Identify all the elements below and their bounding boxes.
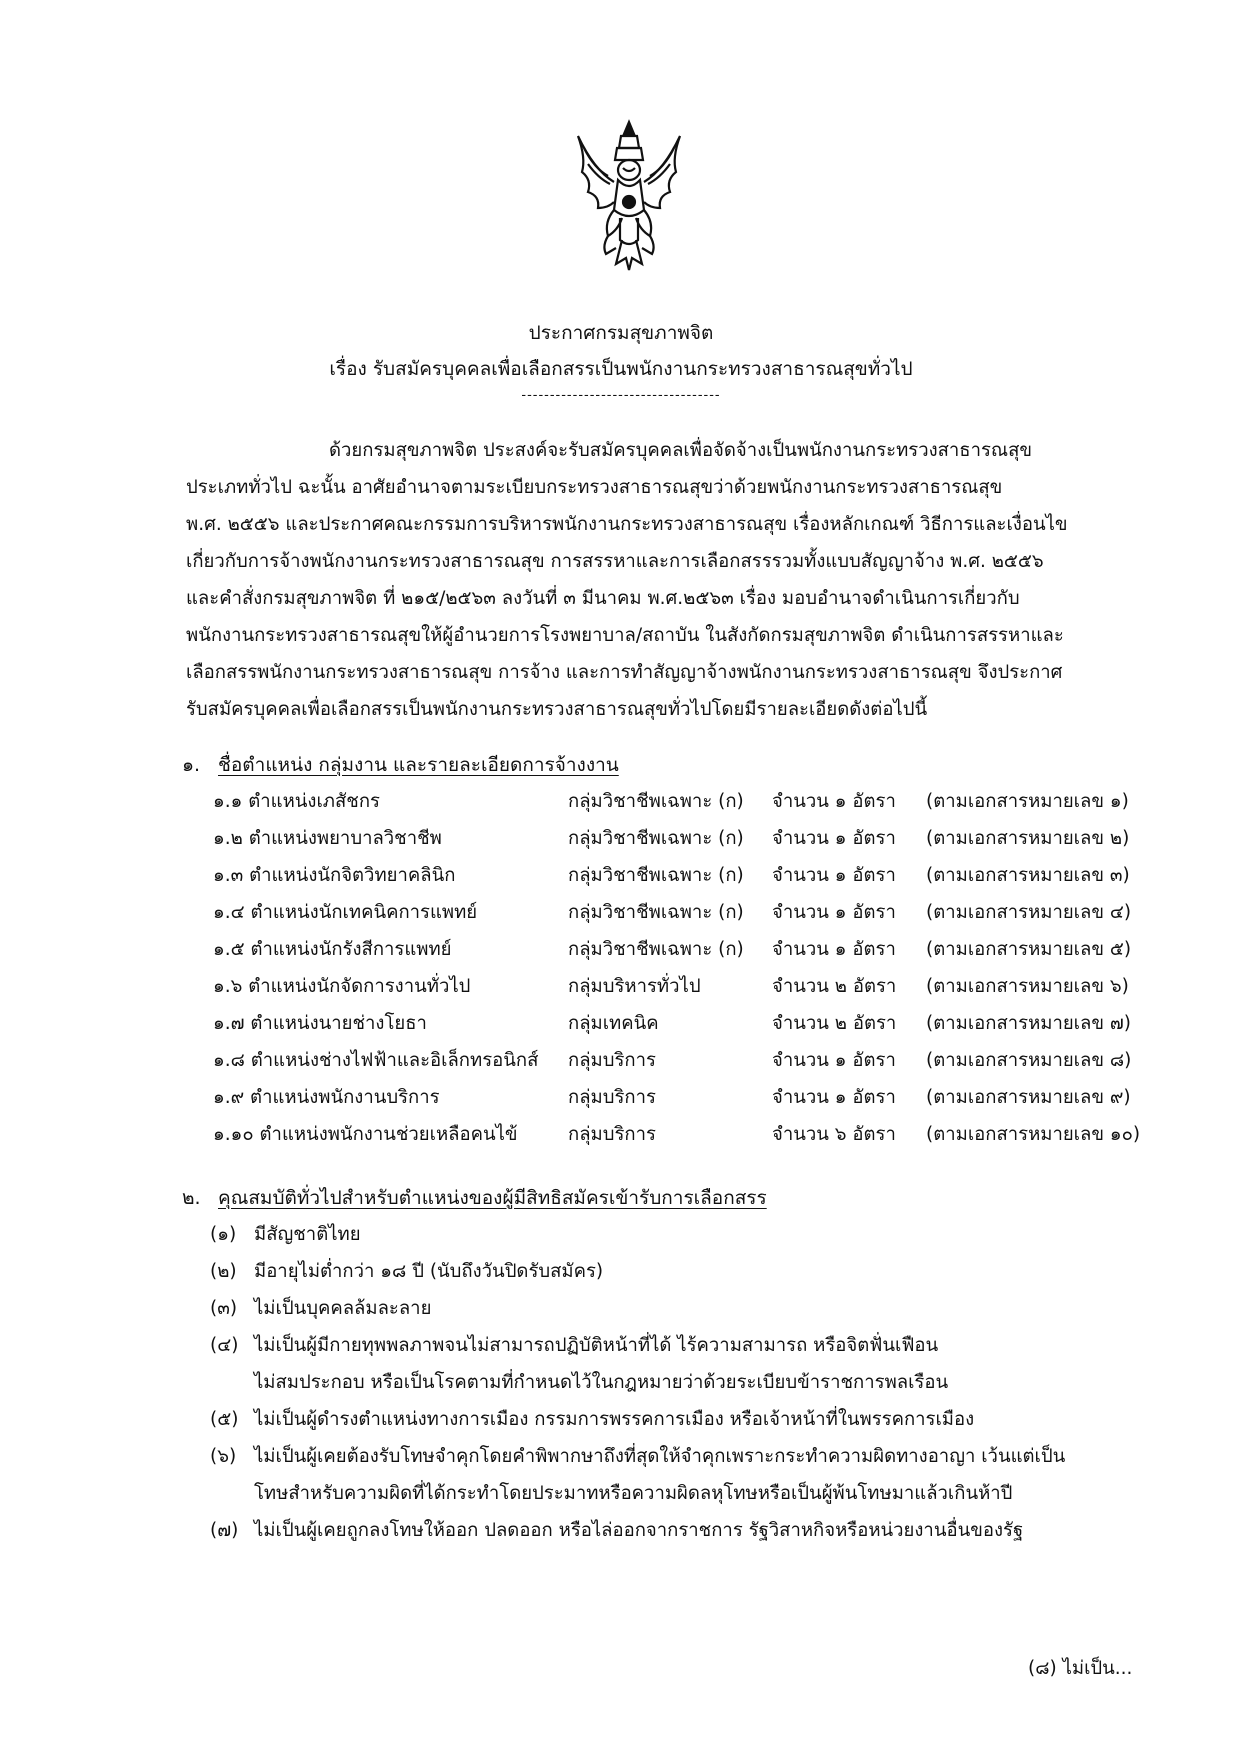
position-count: จำนวน ๒ อัตรา (772, 1013, 897, 1034)
qualification-text: มีอายุไม่ต่ำกว่า ๑๘ ปี (นับถึงวันปิดรับสมัคร) (254, 1261, 604, 1282)
qualification-text: มีสัญชาติไทย (254, 1224, 361, 1245)
position-doc-ref: (ตามเอกสารหมายเลข ๖) (926, 976, 1129, 997)
position-group: กลุ่มบริการ (568, 1050, 656, 1071)
qualification-number: (๗) (210, 1520, 239, 1541)
position-group: กลุ่มวิชาชีพเฉพาะ (ก) (568, 939, 744, 960)
section-1-heading (182, 750, 619, 780)
position-group: กลุ่มบริหารทั่วไป (568, 976, 701, 997)
position-name: ๑.๘ ตำแหน่งช่างไฟฟ้าและอิเล็กทรอนิกส์ (213, 1050, 539, 1071)
announcement-title: ประกาศกรมสุขภาพจิต (528, 322, 714, 344)
position-doc-ref: (ตามเอกสารหมายเลข ๓) (926, 865, 1130, 886)
position-name: ๑.๔ ตำแหน่งนักเทคนิคการแพทย์ (213, 902, 478, 923)
position-doc-ref: (ตามเอกสารหมายเลข ๑) (926, 791, 1129, 812)
intro-line: ด้วยกรมสุขภาพจิต ประสงค์จะรับสมัครบุคคลเพื่อจัดจ้างเป็นพนักงานกระทรวงสาธารณสุข (329, 440, 1033, 461)
position-row (0, 1009, 1242, 1039)
qualification-text: ไม่เป็นผู้เคยต้องรับโทษจำคุกโดยคำพิพากษาถึงที่สุดให้จำคุกเพราะกระทำความผิดทางอาญา เว้นแต่เป็น (254, 1446, 1066, 1467)
qualification-continuation: ไม่สมประกอบ หรือเป็นโรคตามที่กำหนดไว้ในกฎหมายว่าด้วยระเบียบข้าราชการพลเรือน (254, 1372, 949, 1393)
qualification-number: (๓) (210, 1298, 238, 1319)
position-row (0, 787, 1242, 817)
qualification-number: (๑) (210, 1224, 237, 1245)
position-doc-ref: (ตามเอกสารหมายเลข ๔) (926, 902, 1132, 923)
qualification-text: ไม่เป็นบุคคลล้มละลาย (254, 1298, 432, 1319)
position-doc-ref: (ตามเอกสารหมายเลข ๘) (926, 1050, 1132, 1071)
position-doc-ref: (ตามเอกสารหมายเลข ๙) (926, 1087, 1131, 1108)
position-count: จำนวน ๑ อัตรา (772, 902, 896, 923)
intro-line: รับสมัครบุคคลเพื่อเลือกสรรเป็นพนักงานกระทรวงสาธารณสุขทั่วไปโดยมีรายละเอียดดังต่อไปนี้ (186, 699, 928, 720)
qualification-text: ไม่เป็นผู้ดำรงตำแหน่งทางการเมือง กรรมการพรรคการเมือง หรือเจ้าหน้าที่ในพรรคการเมือง (254, 1409, 975, 1430)
position-name: ๑.๑ ตำแหน่งเภสัชกร (213, 791, 380, 812)
position-row (0, 972, 1242, 1002)
position-row (0, 1046, 1242, 1076)
position-name: ๑.๖ ตำแหน่งนักจัดการงานทั่วไป (213, 976, 471, 997)
position-doc-ref: (ตามเอกสารหมายเลข ๗) (926, 1013, 1131, 1034)
position-count: จำนวน ๑ อัตรา (772, 1050, 896, 1071)
intro-line: เกี่ยวกับการจ้างพนักงานกระทรวงสาธารณสุข การสรรหาและการเลือกสรรรวมทั้งแบบสัญญาจ้าง พ.ศ. ๒๕๕๖ (186, 551, 1044, 572)
continued-on-next-page: (๘) ไม่เป็น... (1028, 1658, 1133, 1679)
section-1-title: ชื่อตำแหน่ง กลุ่มงาน และรายละเอียดการจ้างงาน (218, 754, 619, 776)
position-row (0, 824, 1242, 854)
position-group: กลุ่มบริการ (568, 1087, 656, 1108)
position-name: ๑.๙ ตำแหน่งพนักงานบริการ (213, 1087, 440, 1108)
qualification-number: (๒) (210, 1261, 237, 1282)
position-count: จำนวน ๒ อัตรา (772, 976, 897, 997)
position-row (0, 1083, 1242, 1113)
qualification-continuation: โทษสำหรับความผิดที่ได้กระทำโดยประมาทหรือความผิดลหุโทษหรือเป็นผู้พ้นโทษมาแล้วเกินห้าปี (254, 1483, 1013, 1504)
qualification-number: (๕) (210, 1409, 239, 1430)
position-row (0, 935, 1242, 965)
intro-line: เลือกสรรพนักงานกระทรวงสาธารณสุข การจ้าง และการทำสัญญาจ้างพนักงานกระทรวงสาธารณสุข จึงประกาศ (186, 662, 1063, 683)
position-doc-ref: (ตามเอกสารหมายเลข ๕) (926, 939, 1132, 960)
intro-line: พ.ศ. ๒๕๕๖ และประกาศคณะกรรมการบริหารพนักงานกระทรวงสาธารณสุข เรื่องหลักเกณฑ์ วิธีการและเงื่อนไข (186, 514, 1068, 535)
position-count: จำนวน ๖ อัตรา (772, 1124, 896, 1145)
position-group: กลุ่มวิชาชีพเฉพาะ (ก) (568, 865, 744, 886)
position-group: กลุ่มวิชาชีพเฉพาะ (ก) (568, 791, 744, 812)
position-count: จำนวน ๑ อัตรา (772, 791, 896, 812)
position-doc-ref: (ตามเอกสารหมายเลข ๑๐) (926, 1124, 1141, 1145)
position-group: กลุ่มวิชาชีพเฉพาะ (ก) (568, 902, 744, 923)
position-group: กลุ่มวิชาชีพเฉพาะ (ก) (568, 828, 744, 849)
section-1-number: ๑. (182, 754, 201, 776)
announcement-subject: เรื่อง รับสมัครบุคคลเพื่อเลือกสรรเป็นพนักงานกระทรวงสาธารณสุขทั่วไป (329, 358, 913, 380)
position-name: ๑.๒ ตำแหน่งพยาบาลวิชาชีพ (213, 828, 442, 849)
position-row (0, 898, 1242, 928)
position-group: กลุ่มเทคนิค (568, 1013, 659, 1034)
position-row (0, 861, 1242, 891)
title-separator: ----------------------------------- (521, 388, 721, 403)
intro-line: ประเภททั่วไป ฉะนั้น อาศัยอำนาจตามระเบียบกระทรวงสาธารณสุขว่าด้วยพนักงานกระทรวงสาธารณสุข (186, 477, 1003, 498)
intro-line: พนักงานกระทรวงสาธารณสุขให้ผู้อำนวยการโรงพยาบาล/สถาบัน ในสังกัดกรมสุขภาพจิต ดำเนินการสรรหาและ (186, 625, 1064, 646)
position-row (0, 1120, 1242, 1150)
section-2-title: คุณสมบัติทั่วไปสำหรับตำแหน่งของผู้มีสิทธิสมัครเข้ารับการเลือกสรร (218, 1187, 767, 1209)
intro-line: และคำสั่งกรมสุขภาพจิต ที่ ๒๑๕/๒๕๖๓ ลงวันที่ ๓ มีนาคม พ.ศ.๒๕๖๓ เรื่อง มอบอำนาจดำเนินการเกี่ยวกับ (186, 588, 1020, 609)
position-name: ๑.๕ ตำแหน่งนักรังสีการแพทย์ (213, 939, 452, 960)
position-name: ๑.๑๐ ตำแหน่งพนักงานช่วยเหลือคนไข้ (213, 1124, 518, 1145)
position-group: กลุ่มบริการ (568, 1124, 656, 1145)
section-2-heading (182, 1183, 767, 1213)
position-name: ๑.๓ ตำแหน่งนักจิตวิทยาคลินิก (213, 865, 456, 886)
qualification-number: (๖) (210, 1446, 237, 1467)
section-2-number: ๒. (182, 1187, 201, 1209)
garuda-emblem-icon (568, 118, 690, 278)
qualification-number: (๔) (210, 1335, 239, 1356)
qualification-text: ไม่เป็นผู้มีกายทุพพลภาพจนไม่สามารถปฏิบัติหน้าที่ได้ ไร้ความสามารถ หรือจิตฟั่นเฟือน (254, 1335, 939, 1356)
position-count: จำนวน ๑ อัตรา (772, 939, 896, 960)
position-count: จำนวน ๑ อัตรา (772, 1087, 896, 1108)
position-doc-ref: (ตามเอกสารหมายเลข ๒) (926, 828, 1130, 849)
position-count: จำนวน ๑ อัตรา (772, 865, 896, 886)
position-name: ๑.๗ ตำแหน่งนายช่างโยธา (213, 1013, 427, 1034)
qualification-text: ไม่เป็นผู้เคยถูกลงโทษให้ออก ปลดออก หรือไล่ออกจากราชการ รัฐวิสาหกิจหรือหน่วยงานอื่นของรัฐ (254, 1520, 1024, 1541)
position-count: จำนวน ๑ อัตรา (772, 828, 896, 849)
